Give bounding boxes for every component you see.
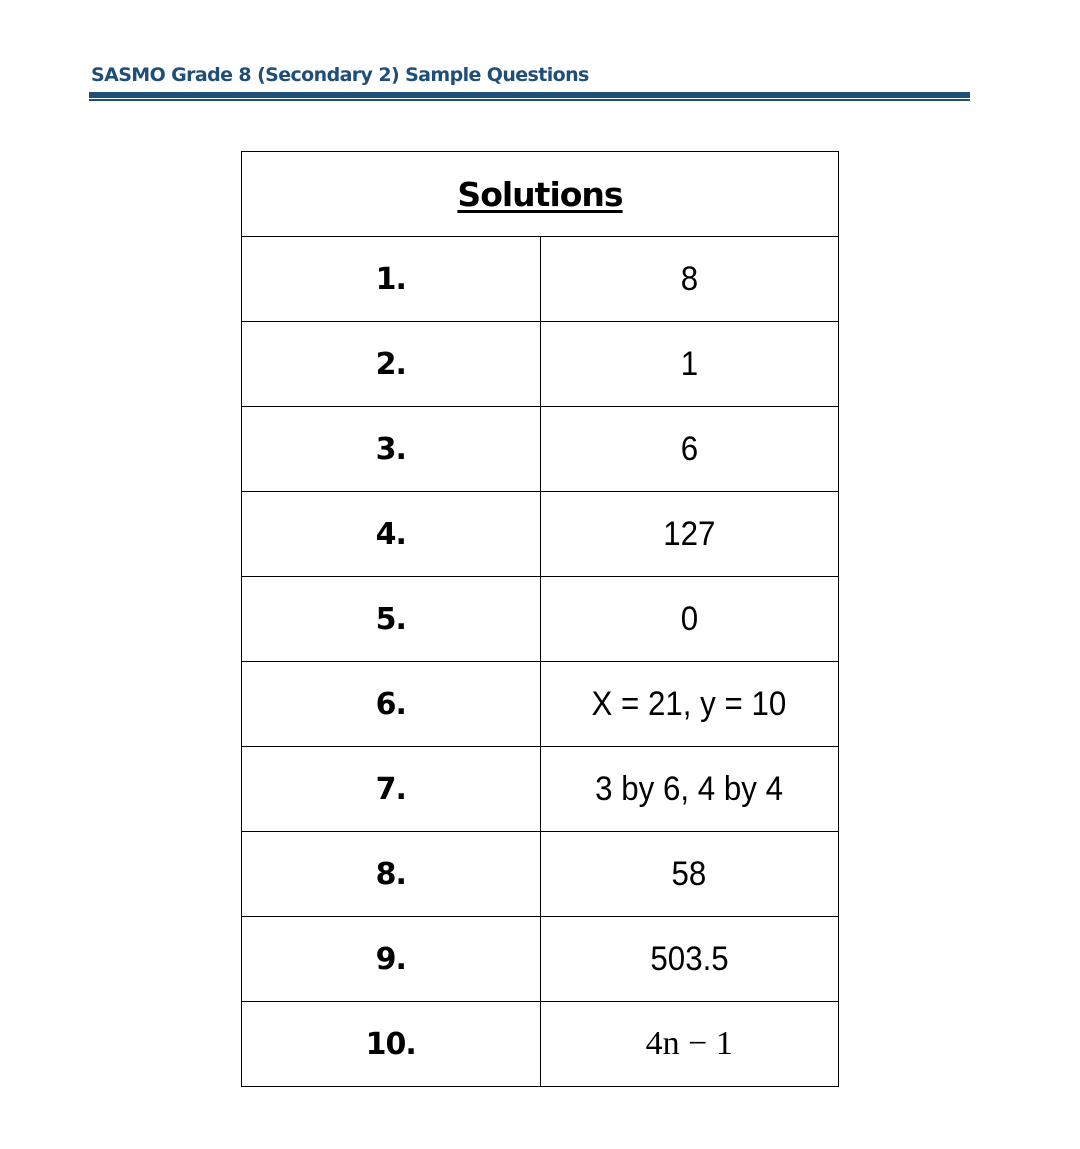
answer-cell: [540, 1002, 839, 1087]
answer: X = 21, y = 10: [591, 684, 787, 723]
question-number-cell: [242, 1002, 541, 1087]
question-number-cell: [242, 407, 541, 492]
question-number: 6.: [375, 686, 406, 722]
answer-cell: [540, 917, 839, 1002]
table-row: [242, 832, 839, 917]
answer: 6: [680, 429, 698, 468]
table-title: Solutions: [457, 174, 623, 214]
page-header-title: SASMO Grade 8 (Secondary 2) Sample Questions: [91, 64, 589, 86]
question-number-cell: [242, 832, 541, 917]
answer: 58: [671, 854, 707, 893]
question-number: 5.: [375, 601, 406, 637]
table-row: [242, 662, 839, 747]
table-title-row: [242, 152, 839, 237]
question-number-cell: [242, 322, 541, 407]
answer-cell: [540, 492, 839, 577]
answer-cell: [540, 407, 839, 492]
question-number: 2.: [375, 346, 406, 382]
answer: 4n − 1: [645, 1025, 733, 1062]
answer-cell: [540, 322, 839, 407]
table-row: [242, 747, 839, 832]
question-number: 4.: [375, 516, 406, 552]
table-title-cell: [242, 152, 839, 237]
answer: 8: [680, 259, 698, 298]
question-number-cell: [242, 577, 541, 662]
table-row: [242, 492, 839, 577]
answer: 0: [680, 599, 698, 638]
table-row: [242, 407, 839, 492]
header-rule-thick: [89, 92, 970, 98]
answer-cell: [540, 237, 839, 322]
answer-cell: [540, 577, 839, 662]
answer-cell: [540, 662, 839, 747]
question-number: 10.: [365, 1026, 416, 1062]
table-row: [242, 322, 839, 407]
question-number-cell: [242, 662, 541, 747]
question-number: 7.: [375, 771, 406, 807]
answer: 3 by 6, 4 by 4: [595, 769, 784, 808]
question-number: 9.: [375, 941, 406, 977]
table-row: [242, 577, 839, 662]
question-number-cell: [242, 917, 541, 1002]
table-row: [242, 1002, 839, 1087]
question-number: 3.: [375, 431, 406, 467]
question-number: 1.: [375, 261, 406, 297]
header-rule-thin: [89, 99, 970, 101]
solutions-table: [241, 151, 839, 1087]
question-number-cell: [242, 237, 541, 322]
answer: 127: [663, 514, 716, 553]
table-row: [242, 917, 839, 1002]
answer: 503.5: [650, 939, 729, 978]
table-row: [242, 237, 839, 322]
answer: 1: [680, 344, 698, 383]
answer-cell: [540, 832, 839, 917]
question-number: 8.: [375, 856, 406, 892]
answer-cell: [540, 747, 839, 832]
question-number-cell: [242, 747, 541, 832]
question-number-cell: [242, 492, 541, 577]
